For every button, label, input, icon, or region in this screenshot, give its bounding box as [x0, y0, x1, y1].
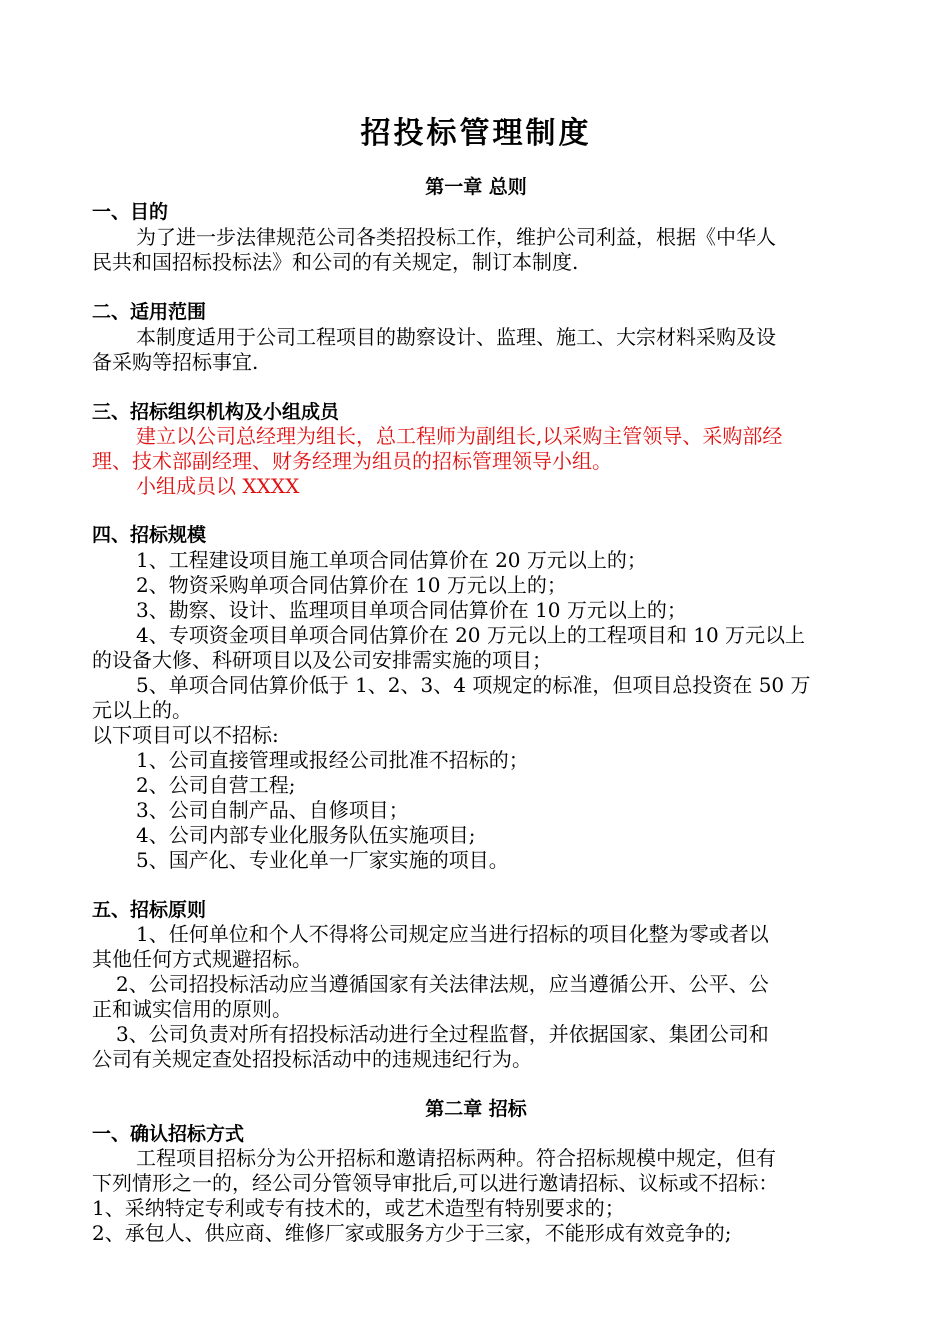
- section-bidding-method-heading: 一、确认招标方式: [92, 1123, 245, 1145]
- paragraph-line: 工程项目招标分为公开招标和邀请招标两种。符合招标规模中规定，但有: [136, 1146, 776, 1170]
- section-scale-heading: 四、招标规模: [92, 524, 207, 546]
- list-item: 1、工程建设项目施工单项合同估算价在 20 万元以上的；: [136, 548, 647, 572]
- list-item: 2、公司招投标活动应当遵循国家有关法律法规，应当遵循公开、公平、公: [116, 972, 769, 996]
- highlighted-paragraph-line: 理、技术部副经理、财务经理为组员的招标管理领导小组。: [92, 449, 612, 473]
- highlighted-paragraph-line: 小组成员以 XXXX: [136, 474, 300, 498]
- list-item: 2、公司自营工程;: [136, 773, 296, 797]
- section-scope-heading: 二、适用范围: [92, 301, 207, 323]
- list-item: 5、国产化、专业化单一厂家实施的项目。: [136, 848, 509, 872]
- section-organization-heading: 三、招标组织机构及小组成员: [92, 401, 340, 423]
- list-item: 2、物资采购单项合同估算价在 10 万元以上的；: [136, 573, 567, 597]
- list-item-continuation: 元以上的。: [92, 698, 192, 722]
- list-item: 2、承包人、供应商、维修厂家或服务方少于三家，不能形成有效竞争的;: [92, 1221, 732, 1245]
- paragraph-line: 备采购等招标事宜.: [92, 350, 259, 374]
- paragraph-line: 以下项目可以不招标:: [92, 723, 279, 747]
- paragraph-line: 为了进一步法律规范公司各类招投标工作，维护公司利益，根据《中华人: [136, 225, 776, 249]
- list-item: 1、任何单位和个人不得将公司规定应当进行招标的项目化整为零或者以: [136, 922, 769, 946]
- list-item-continuation: 其他任何方式规避招标。: [92, 947, 312, 971]
- paragraph-line: 本制度适用于公司工程项目的勘察设计、监理、施工、大宗材料采购及设: [136, 325, 776, 349]
- list-item: 3、公司负责对所有招投标活动进行全过程监督，并依据国家、集团公司和: [116, 1022, 769, 1046]
- paragraph-line: 下列情形之一的，经公司分管领导审批后,可以进行邀请招标、议标或不招标：: [92, 1171, 779, 1195]
- list-item: 1、公司直接管理或报经公司批准不招标的；: [136, 748, 529, 772]
- paragraph-line: 民共和国招标投标法》和公司的有关规定，制订本制度.: [92, 250, 579, 274]
- list-item-continuation: 的设备大修、科研项目以及公司安排需实施的项目；: [92, 648, 552, 672]
- document-title: 招投标管理制度: [360, 116, 592, 151]
- list-item: 5、单项合同估算价低于 1、2、3、4 项规定的标准，但项目总投资在 50 万: [136, 673, 811, 697]
- list-item-continuation: 正和诚实信用的原则。: [92, 997, 292, 1021]
- list-item: 4、公司内部专业化服务队伍实施项目;: [136, 823, 476, 847]
- list-item: 3、勘察、设计、监理项目单项合同估算价在 10 万元以上的；: [136, 598, 687, 622]
- section-principles-heading: 五、招标原则: [92, 899, 207, 921]
- chapter-1-heading: 第一章 总则: [425, 176, 527, 198]
- list-item: 4、专项资金项目单项合同估算价在 20 万元以上的工程项目和 10 万元以上: [136, 623, 806, 647]
- section-purpose-heading: 一、目的: [92, 201, 169, 223]
- list-item-continuation: 公司有关规定查处招投标活动中的违规违纪行为。: [92, 1047, 532, 1071]
- list-item: 3、公司自制产品、自修项目；: [136, 798, 409, 822]
- list-item: 1、采纳特定专利或专有技术的，或艺术造型有特别要求的；: [92, 1196, 625, 1220]
- chapter-2-heading: 第二章 招标: [425, 1098, 527, 1120]
- highlighted-paragraph-line: 建立以公司总经理为组长，总工程师为副组长,以采购主管领导、采购部经: [136, 424, 783, 448]
